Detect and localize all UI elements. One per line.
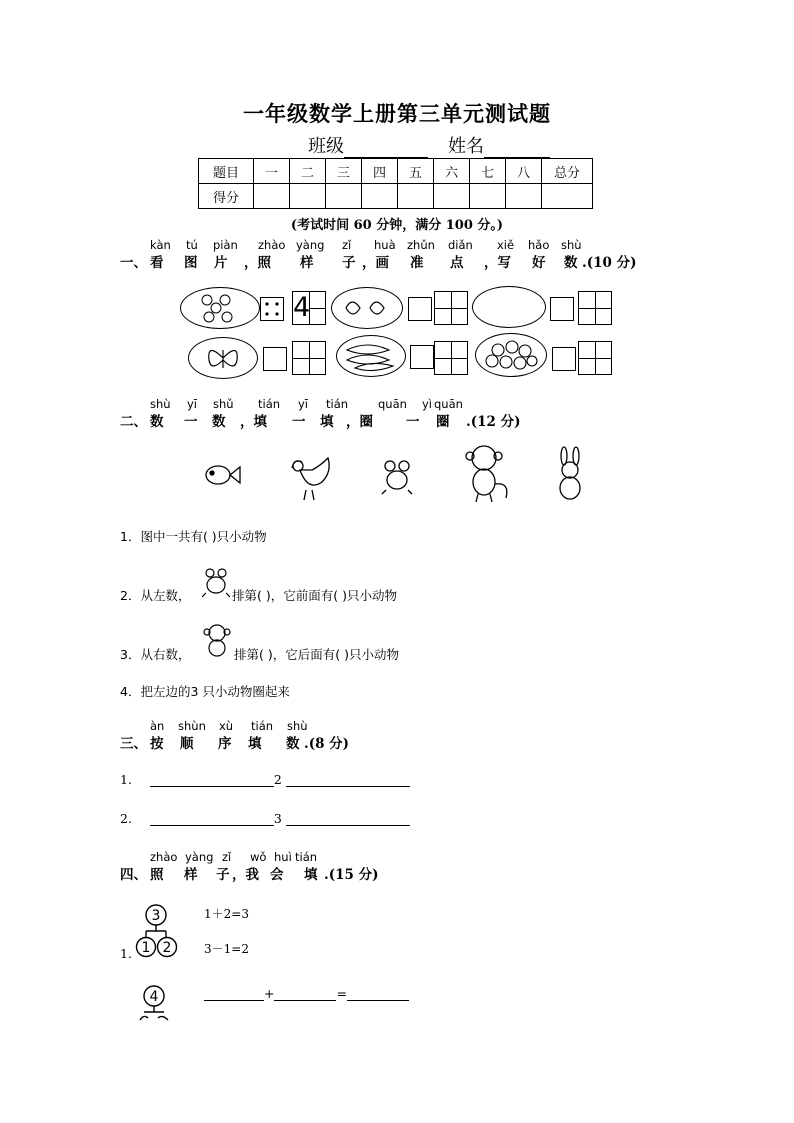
bond-right-number: 2 [162, 940, 172, 956]
pinyin-syllable: piàn [213, 238, 238, 252]
monkey-icon [200, 622, 234, 658]
heading-char: 数 [212, 414, 226, 430]
heading-char: 子 [342, 255, 356, 271]
plate-empty [472, 286, 546, 328]
sequence-blank[interactable] [286, 825, 410, 826]
rooster-icon [282, 452, 336, 502]
question-2-1: 1．图中一共有( )只小动物 [120, 529, 267, 544]
pinyin-syllable: shùn [178, 719, 206, 733]
question-2-2-prefix: 2．从左数， [120, 588, 191, 603]
score-cell[interactable] [254, 184, 290, 209]
class-blank[interactable] [344, 139, 428, 158]
section-score: .(12 分) [466, 414, 521, 430]
frog-group-icon [181, 288, 259, 328]
plus-sign: + [264, 986, 275, 1001]
table-header-cell: 三 [326, 159, 362, 184]
heading-char: 照 [150, 867, 164, 883]
score-cell[interactable] [542, 184, 593, 209]
section2-heading [120, 410, 540, 428]
pinyin-syllable: zhào [258, 238, 286, 252]
score-table-score-row [199, 184, 593, 209]
section-score: .(15 分) [324, 867, 379, 883]
item-label: 1. [120, 946, 132, 961]
pinyin-syllable: xù [219, 719, 234, 733]
exam-note: (考试时间 60 分钟，满分 100 分。) [290, 218, 504, 233]
heading-char: 子 [216, 867, 230, 883]
pinyin-syllable: zǐ [222, 850, 232, 864]
pinyin-syllable: shù [287, 719, 308, 733]
section-prefix: 四、 [120, 867, 147, 883]
answer-box[interactable] [263, 347, 287, 371]
sequence-blank[interactable] [286, 786, 410, 787]
heading-char: ，圈 [346, 414, 373, 430]
pinyin-syllable: xiě [497, 238, 515, 252]
number-bond-diagram [132, 900, 188, 962]
sequence-row [120, 772, 410, 787]
pinyin-syllable: zǐ [342, 238, 352, 252]
example-equation-1: 1＋2=3 [204, 907, 249, 921]
heading-char: 序 [218, 736, 232, 752]
pinyin-syllable: zhào [150, 850, 178, 864]
pinyin-syllable: yī [187, 397, 198, 411]
sequence-row [120, 811, 410, 826]
answer-box[interactable] [408, 297, 432, 321]
pinyin-syllable: yàng [185, 850, 214, 864]
pinyin-syllable: hǎo [528, 238, 550, 252]
plate-butterfly [188, 337, 258, 379]
heading-char: 样 [300, 255, 314, 271]
table-header-cell: 总分 [542, 159, 593, 184]
writing-grid[interactable] [578, 341, 612, 375]
sequence-middle-number: 2 [273, 772, 282, 787]
question-2-2-suffix: 排第( )，它前面有( )只小动物 [232, 588, 397, 603]
answer-box[interactable] [552, 347, 576, 371]
pinyin-syllable: huà [374, 238, 396, 252]
bond-top-number: 4 [149, 989, 159, 1005]
pinyin-syllable: huì [274, 850, 292, 864]
score-cell[interactable] [362, 184, 398, 209]
writing-grid[interactable] [292, 341, 326, 375]
heading-char: 看 [150, 255, 164, 271]
heading-char: 数 [564, 255, 578, 271]
table-header-cell: 七 [470, 159, 506, 184]
strawberry-icon [332, 288, 402, 328]
leaf-icon [337, 336, 405, 376]
number-bond-diagram-partial [136, 984, 180, 1024]
section-score: .(8 分) [304, 736, 350, 752]
pinyin-syllable: yì [422, 397, 433, 411]
pinyin-syllable: zhǔn [407, 238, 435, 252]
section3-heading [120, 732, 380, 750]
score-cell[interactable] [434, 184, 470, 209]
section-prefix: 二、 [120, 414, 147, 430]
sequence-blank[interactable] [150, 786, 274, 787]
heading-char: 样 [184, 867, 198, 883]
question-2-3-prefix: 3．从右数， [120, 647, 191, 662]
plate-oranges [475, 333, 547, 377]
pinyin-syllable: diǎn [448, 238, 473, 252]
heading-char: 填 [320, 414, 334, 430]
pinyin-syllable: àn [150, 719, 165, 733]
heading-char: 准 [410, 255, 424, 271]
heading-char: 填 [304, 867, 318, 883]
name-label: 姓名 [448, 136, 484, 157]
class-field [308, 132, 428, 158]
table-header-cell: 二 [290, 159, 326, 184]
heading-char: ，画 [362, 255, 389, 271]
heading-char: 数 [286, 736, 300, 752]
butterfly-icon [189, 338, 257, 378]
score-table-header-row [199, 159, 593, 184]
table-header-cell: 八 [506, 159, 542, 184]
pinyin-syllable: wǒ [250, 850, 267, 864]
heading-char: 顺 [180, 736, 194, 752]
plate-frogs [180, 287, 260, 329]
pinyin-syllable: shù [561, 238, 582, 252]
bond-top-number: 3 [151, 908, 161, 924]
heading-char: 好 [532, 255, 546, 271]
dots-card [260, 297, 284, 321]
heading-char: 片 [214, 255, 228, 271]
pinyin-syllable: kàn [150, 238, 171, 252]
equals-sign: = [336, 986, 347, 1001]
name-field [448, 132, 550, 158]
pinyin-syllable: tú [186, 238, 198, 252]
pinyin-syllable: shǔ [213, 397, 234, 411]
answer-box[interactable] [410, 345, 434, 369]
pinyin-syllable: tián [258, 397, 281, 411]
sequence-middle-number: 3 [273, 811, 282, 826]
score-cell[interactable] [326, 184, 362, 209]
monkey-icon [458, 442, 514, 504]
pinyin-syllable: tián [251, 719, 274, 733]
heading-char: 一 [292, 414, 306, 430]
score-cell[interactable] [506, 184, 542, 209]
writing-grid[interactable] [434, 291, 468, 325]
section-prefix: 一、 [120, 255, 147, 271]
heading-char: ，填 [240, 414, 267, 430]
heading-char: 点 [450, 255, 464, 271]
pinyin-syllable: quān [378, 397, 407, 411]
section4-heading [120, 863, 420, 881]
score-cell[interactable] [470, 184, 506, 209]
table-header-cell: 六 [434, 159, 470, 184]
sequence-row-label: 2. [120, 811, 132, 826]
table-header-cell: 一 [254, 159, 290, 184]
heading-char: 按 [150, 736, 164, 752]
table-row-label: 得分 [199, 184, 254, 209]
score-cell[interactable] [398, 184, 434, 209]
equation-blank[interactable] [347, 1000, 409, 1001]
pinyin-syllable: yī [298, 397, 309, 411]
pinyin-syllable: tián [326, 397, 349, 411]
fill-equation [204, 986, 409, 1001]
rabbit-icon [550, 446, 590, 502]
question-2-3-suffix: 排第( )，它后面有( )只小动物 [234, 647, 399, 662]
bond-left-number: 1 [141, 940, 151, 956]
section1-heading [120, 251, 650, 269]
pinyin-syllable: quān [434, 397, 463, 411]
heading-char: ，照 [244, 255, 271, 271]
example-digit: 4 [293, 292, 311, 323]
four-dots-icon [261, 298, 283, 320]
score-cell[interactable] [290, 184, 326, 209]
score-table [198, 158, 593, 209]
plate-leaves [336, 335, 406, 377]
plate-strawberries [331, 287, 403, 329]
answer-box[interactable] [550, 297, 574, 321]
question-2-4: 4．把左边的3 只小动物圈起来 [120, 684, 290, 699]
pinyin-syllable: tián [295, 850, 318, 864]
orange-icon [476, 334, 546, 376]
heading-char: 数 [150, 414, 164, 430]
pinyin-syllable: yàng [296, 238, 325, 252]
fish-icon [200, 455, 242, 495]
heading-char: 会 [270, 867, 284, 883]
heading-char: 一 [406, 414, 420, 430]
frog-icon [380, 456, 414, 496]
heading-char: 填 [248, 736, 262, 752]
table-header-cell: 题目 [199, 159, 254, 184]
table-header-cell: 四 [362, 159, 398, 184]
sequence-blank[interactable] [150, 825, 274, 826]
sequence-row-label: 1. [120, 772, 132, 787]
heading-char: 圈 [436, 414, 450, 430]
heading-char: ，写 [484, 255, 511, 271]
pinyin-syllable: shù [150, 397, 171, 411]
name-blank[interactable] [484, 139, 550, 158]
table-header-cell: 五 [398, 159, 434, 184]
example-equation-2: 3－1=2 [204, 942, 249, 956]
equation-blank[interactable] [204, 1000, 264, 1001]
heading-char: 一 [184, 414, 198, 430]
equation-blank[interactable] [274, 1000, 336, 1001]
page-title: 一年级数学上册第三单元测试题 [243, 101, 551, 126]
section-score: .(10 分) [582, 255, 637, 271]
writing-grid[interactable] [578, 291, 612, 325]
heading-char: 图 [184, 255, 198, 271]
writing-grid[interactable] [434, 341, 468, 375]
frog-icon [200, 565, 232, 599]
heading-char: ，我 [232, 867, 259, 883]
section-prefix: 三、 [120, 736, 147, 752]
class-label: 班级 [308, 136, 344, 157]
